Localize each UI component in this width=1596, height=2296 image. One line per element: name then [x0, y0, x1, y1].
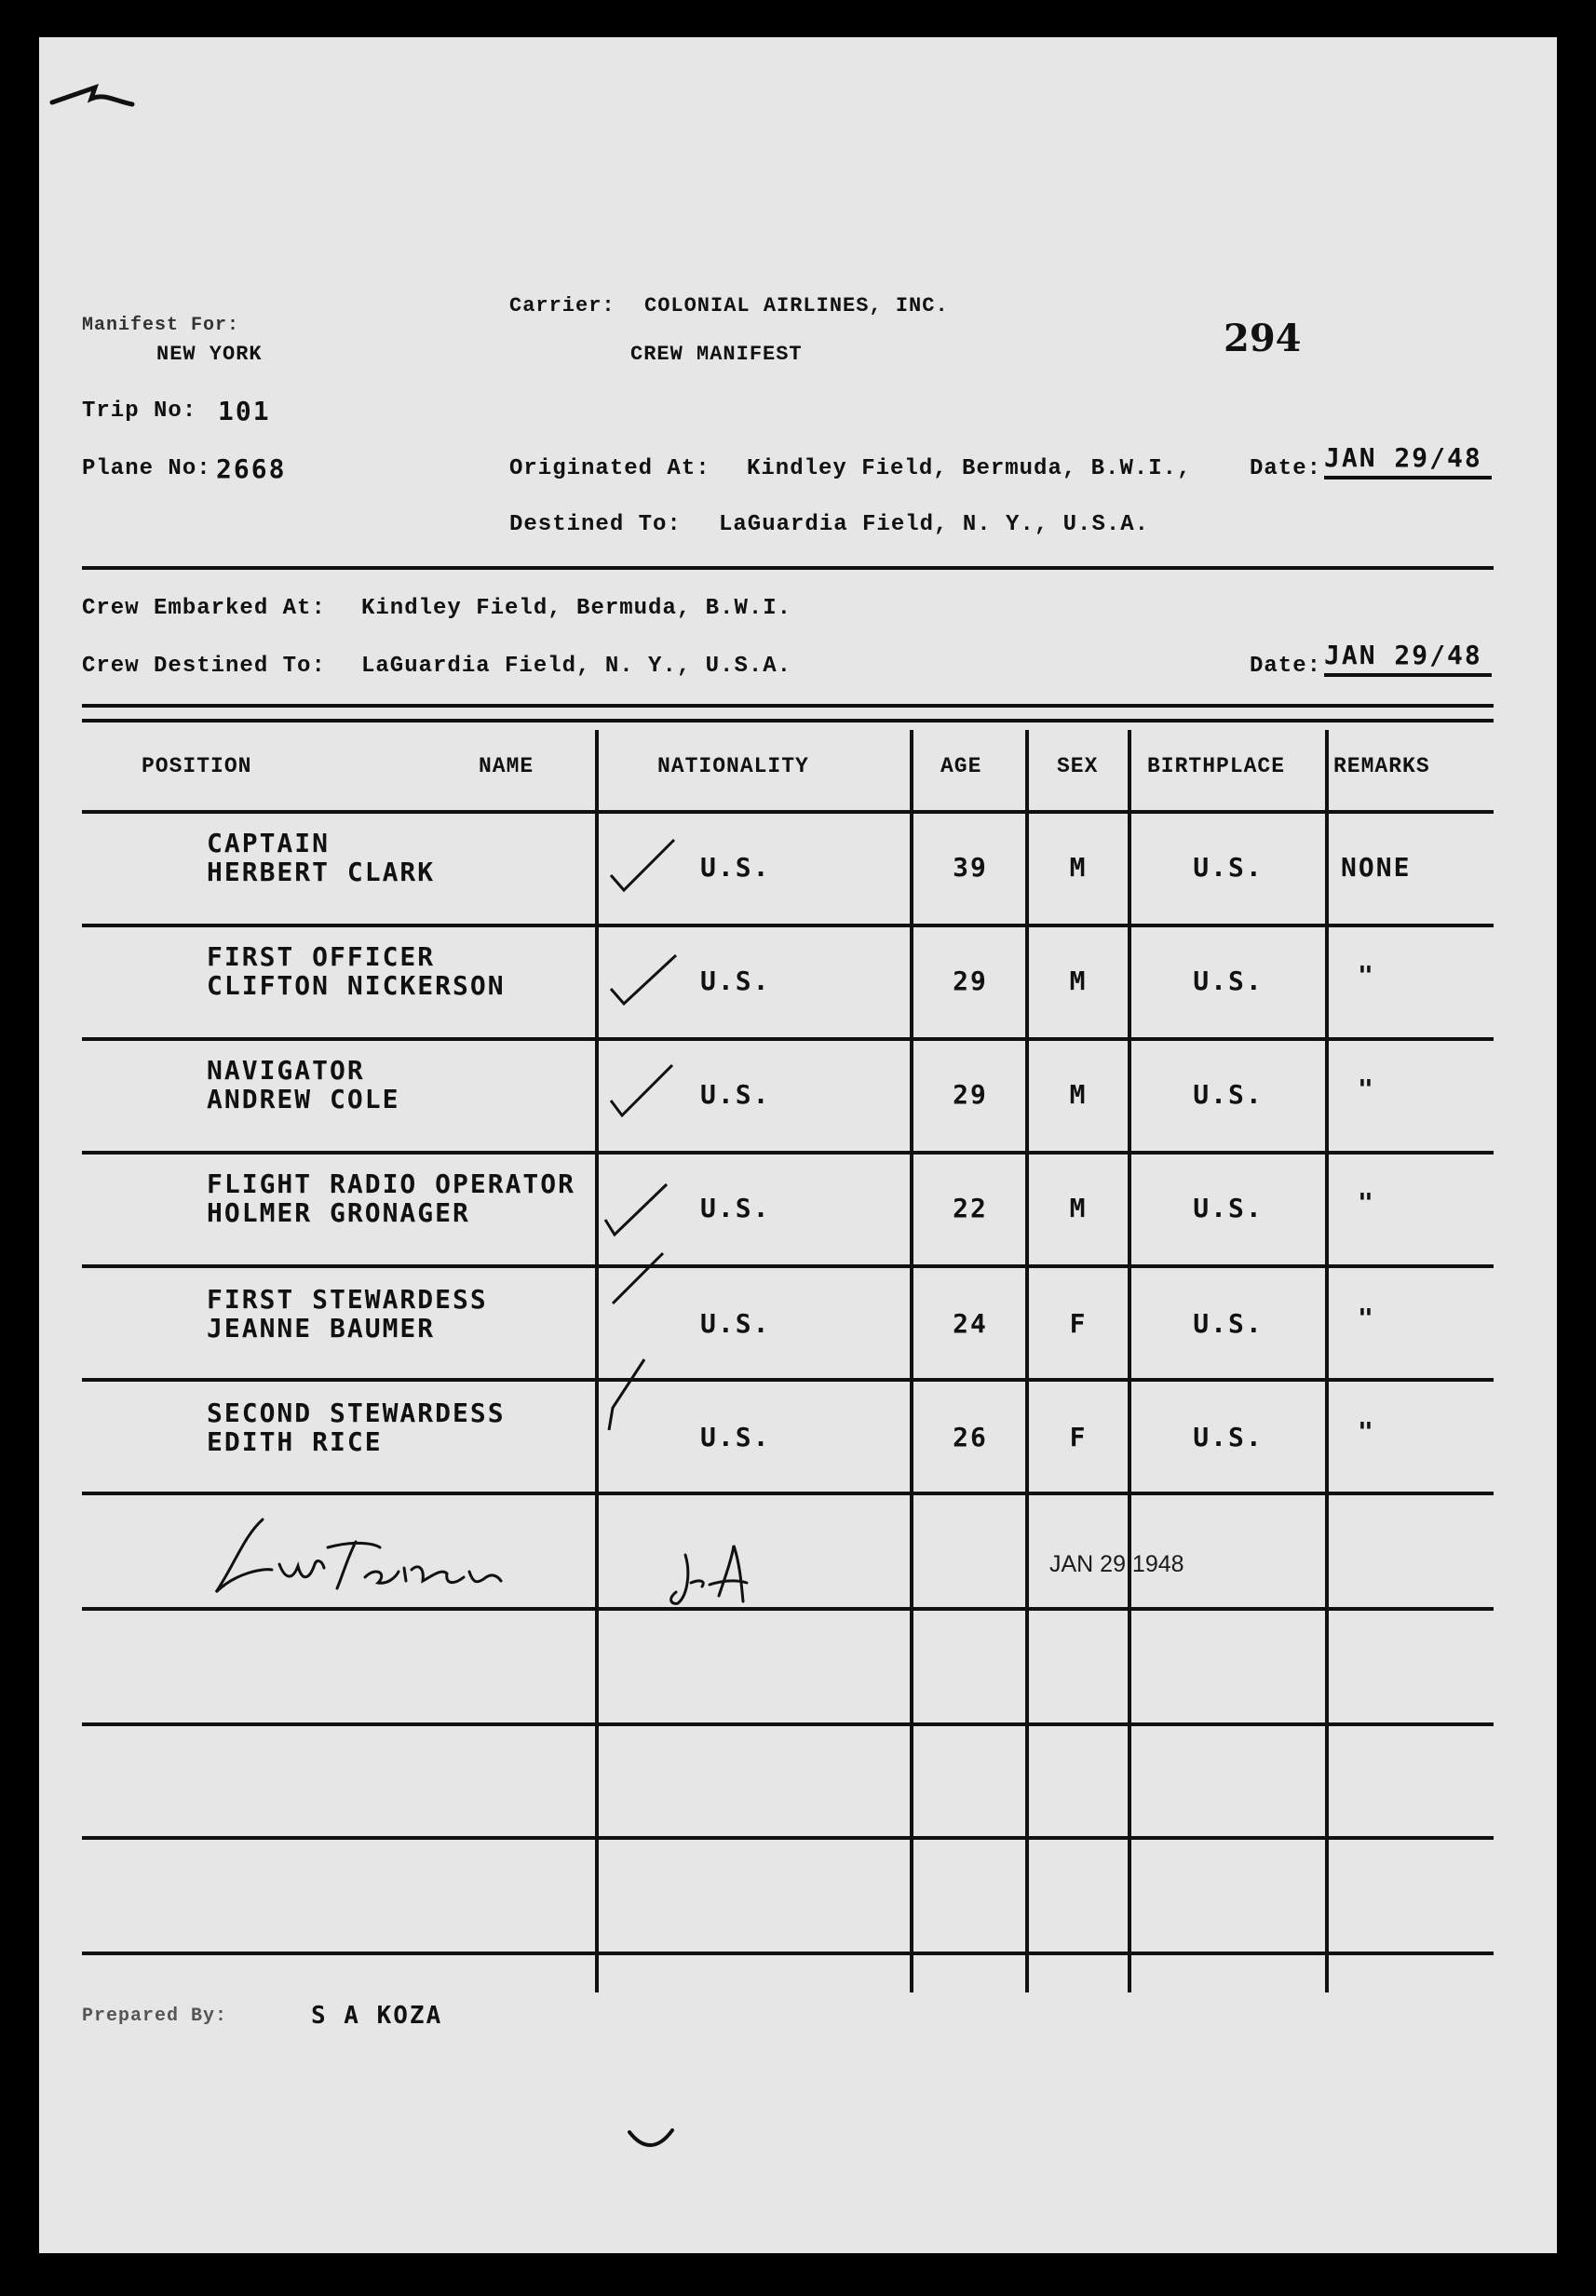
table-top-border: [82, 704, 1494, 708]
row3-age: 29: [953, 1079, 988, 1110]
row3-remarks: ": [1358, 1074, 1375, 1104]
header-divider: [82, 566, 1494, 570]
row3-position: NAVIGATOR: [207, 1055, 365, 1086]
row4-name: HOLMER GRONAGER: [207, 1197, 470, 1228]
col-name: NAME: [479, 754, 534, 778]
row5-sex: F: [1069, 1308, 1088, 1339]
col-age: AGE: [940, 754, 982, 778]
row4-border: [82, 1264, 1494, 1268]
row6-age: 26: [953, 1422, 988, 1452]
row5-position: FIRST STEWARDESS: [207, 1284, 488, 1315]
table-bottom-border: [82, 1952, 1494, 1955]
row5-age: 24: [953, 1308, 988, 1339]
row1-sex: M: [1069, 852, 1088, 883]
row1-birthplace: U.S.: [1193, 852, 1264, 883]
row6-border: [82, 1492, 1494, 1495]
row3-name: ANDREW COLE: [207, 1084, 400, 1114]
manifest-for-label: Manifest For:: [82, 315, 240, 336]
row1-border: [82, 924, 1494, 927]
manifest-for-value: NEW YORK: [156, 343, 263, 366]
crew-embarked-value: Kindley Field, Bermuda, B.W.I.: [361, 596, 792, 621]
col-sex: SEX: [1057, 754, 1099, 778]
checkmark-icon: [607, 834, 682, 899]
row1-nationality: U.S.: [700, 852, 771, 883]
col-divider-1: [595, 730, 599, 1992]
row4-remarks: ": [1358, 1187, 1375, 1218]
col-nationality: NATIONALITY: [657, 754, 809, 778]
checkmark-icon: [607, 950, 682, 1015]
crew-embarked-label: Crew Embarked At:: [82, 596, 326, 621]
row1-position: CAPTAIN: [207, 828, 331, 858]
row2-remarks: ": [1358, 960, 1375, 991]
col-divider-3: [1025, 730, 1029, 1992]
row9-border: [82, 1836, 1494, 1840]
col-birthplace: BIRTHPLACE: [1147, 754, 1286, 778]
row2-position: FIRST OFFICER: [207, 941, 436, 972]
destined-value: LaGuardia Field, N. Y., U.S.A.: [719, 512, 1150, 537]
row1-name: HERBERT CLARK: [207, 857, 436, 887]
checkmark-icon: [602, 1171, 676, 1246]
corner-scribble: [48, 74, 160, 130]
crew-destined-value: LaGuardia Field, N. Y., U.S.A.: [361, 654, 792, 679]
row1-remarks: NONE: [1341, 852, 1412, 883]
checkmark-icon: [602, 1352, 676, 1436]
prepared-by-label: Prepared By:: [82, 2006, 228, 2027]
trip-label: Trip No:: [82, 398, 197, 424]
row6-name: EDITH RICE: [207, 1426, 383, 1457]
row1-age: 39: [953, 852, 988, 883]
plane-value: 2668: [216, 453, 287, 484]
header-row-border: [82, 810, 1494, 814]
plane-label: Plane No:: [82, 456, 211, 481]
row3-sex: M: [1069, 1079, 1088, 1110]
row5-remarks: ": [1358, 1303, 1375, 1333]
manifest-sheet: [39, 37, 1557, 2253]
carrier-value: COLONIAL AIRLINES, INC.: [644, 294, 949, 317]
row4-birthplace: U.S.: [1193, 1193, 1264, 1223]
checkmark-icon: [607, 1061, 682, 1127]
inspector-signature: [207, 1499, 579, 1601]
row3-birthplace: U.S.: [1193, 1079, 1264, 1110]
destined-label: Destined To:: [509, 512, 682, 537]
crew-destined-label: Crew Destined To:: [82, 654, 326, 679]
row2-age: 29: [953, 966, 988, 996]
row2-birthplace: U.S.: [1193, 966, 1264, 996]
row4-nationality: U.S.: [700, 1193, 771, 1223]
initials-signature: [654, 1527, 793, 1611]
row6-position: SECOND STEWARDESS: [207, 1398, 506, 1428]
row5-name: JEANNE BAUMER: [207, 1313, 436, 1344]
crew-date-label: Date:: [1250, 654, 1322, 679]
col-position: POSITION: [142, 754, 252, 778]
row4-position: FLIGHT RADIO OPERATOR: [207, 1168, 576, 1199]
date-stamp: JAN 29 1948: [1049, 1551, 1184, 1577]
manifest-title: CREW MANIFEST: [630, 343, 803, 366]
row6-nationality: U.S.: [700, 1422, 771, 1452]
date-label: Date:: [1250, 456, 1322, 481]
row2-sex: M: [1069, 966, 1088, 996]
carrier-label: Carrier:: [509, 294, 615, 317]
row4-sex: M: [1069, 1193, 1088, 1223]
row5-border: [82, 1378, 1494, 1382]
row6-sex: F: [1069, 1422, 1088, 1452]
date-value: JAN 29/48: [1324, 443, 1492, 479]
row2-nationality: U.S.: [700, 966, 771, 996]
col-divider-4: [1128, 730, 1131, 1992]
row2-name: CLIFTON NICKERSON: [207, 970, 506, 1001]
row6-remarks: ": [1358, 1416, 1375, 1447]
checkmark-icon: [607, 1248, 682, 1322]
document-number: 294: [1224, 317, 1302, 360]
table-top-border-inner: [82, 719, 1494, 723]
row5-birthplace: U.S.: [1193, 1308, 1264, 1339]
originated-label: Originated At:: [509, 456, 710, 481]
prepared-by-value: S A KOZA: [311, 2002, 443, 2030]
row4-age: 22: [953, 1193, 988, 1223]
bottom-mark: [626, 2123, 682, 2160]
row6-birthplace: U.S.: [1193, 1422, 1264, 1452]
row2-border: [82, 1037, 1494, 1041]
col-divider-2: [910, 730, 913, 1992]
row3-border: [82, 1151, 1494, 1155]
crew-date-value: JAN 29/48: [1324, 641, 1492, 677]
row8-border: [82, 1722, 1494, 1726]
originated-value: Kindley Field, Bermuda, B.W.I.,: [747, 456, 1192, 481]
col-divider-5: [1325, 730, 1329, 1992]
row3-nationality: U.S.: [700, 1079, 771, 1110]
trip-value: 101: [218, 396, 271, 426]
col-remarks: REMARKS: [1333, 754, 1430, 778]
row5-nationality: U.S.: [700, 1308, 771, 1339]
